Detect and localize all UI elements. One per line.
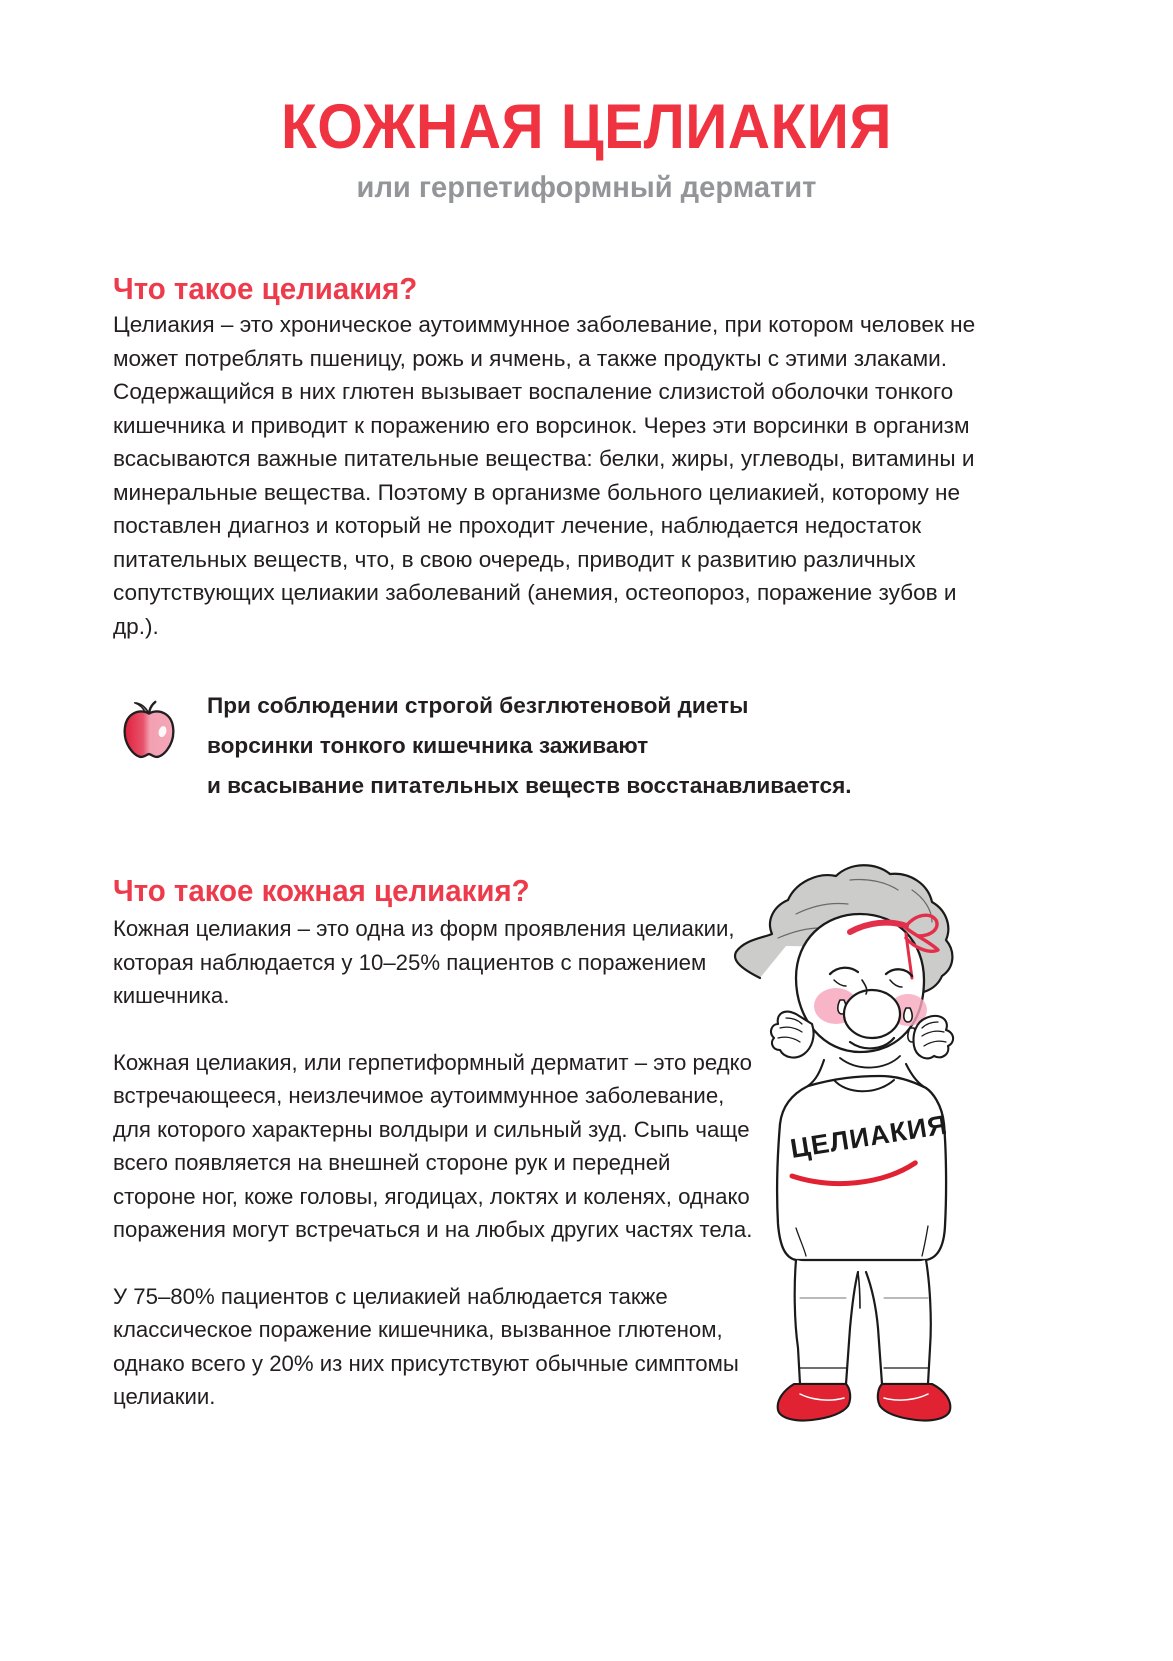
callout-line-2: ворсинки тонкого кишечника заживают: [207, 733, 649, 758]
callout-text: [207, 686, 852, 806]
crying-girl-illustration: [700, 828, 1000, 1448]
skin-paragraph-2: Кожная целиакия, или герпетиформный дерматит – это редко встречающееся, неизлечимое аутоиммунное заболевание, для которого характерны волдыри и сильный зуд. Сыпь чаще всего появляется на внешней стороне рук и передней стороне ног, коже головы, ягодицах, локтях и коленях, однако поражения могут встречаться и на любых других частях тела.: [113, 1049, 753, 1242]
section-heading-what-is-skin-celiac: Что такое кожная целиакия?: [113, 872, 530, 908]
intro-paragraph-text: Целиакия – это хроническое аутоиммунное заболевание, при котором человек не может потреблять пшеницу, рожь и ячмень, а также продукты с этими злаками. Содержащийся в них глютен вызывает воспаление слизистой оболочки тонкого кишечника и приводит к поражению его ворсинок. Через эти ворсинки в организм всасываются важные питательные вещества: белки, жиры, углеводы, витамины и минеральные вещества. Поэтому в организме больного целиакией, которому не поставлен диагноз и который не проходит лечение, наблюдается недостаток питательных веществ, что, в свою очередь, приводит к развитию различных сопутствующих целиакии заболеваний (анемия, остеопороз, поражение зубов и др.).: [113, 312, 976, 639]
section-heading-what-is-celiac: Что такое целиакия?: [113, 270, 418, 306]
skin-paragraph-1: Кожная целиакия – это одна из форм проявления целиакии, которая наблюдается у 10–25% пациентов с поражением кишечника.: [113, 916, 735, 1008]
callout-line-3: и всасывание питательных веществ восстанавливается.: [207, 773, 852, 798]
page-subtitle: или герпетиформный дерматит: [356, 171, 817, 204]
callout-line-1: При соблюдении строгой безглютеновой диеты: [207, 693, 749, 718]
diet-callout: [113, 686, 1043, 806]
document-masthead: [0, 92, 1173, 207]
apple-icon: [113, 686, 195, 769]
page-title: КОЖНАЯ ЦЕЛИАКИЯ: [281, 92, 892, 162]
shirt-text: ЦЕЛИАКИЯ: [788, 1109, 950, 1164]
intro-paragraph-block: [113, 308, 1003, 643]
skin-paragraph-3: У 75–80% пациентов с целиакией наблюдается также классическое поражение кишечника, вызванное глютеном, однако всего у 20% из них присутствуют обычные симптомы целиакии.: [113, 1283, 739, 1409]
skin-celiac-paragraph-block: [113, 912, 753, 1414]
